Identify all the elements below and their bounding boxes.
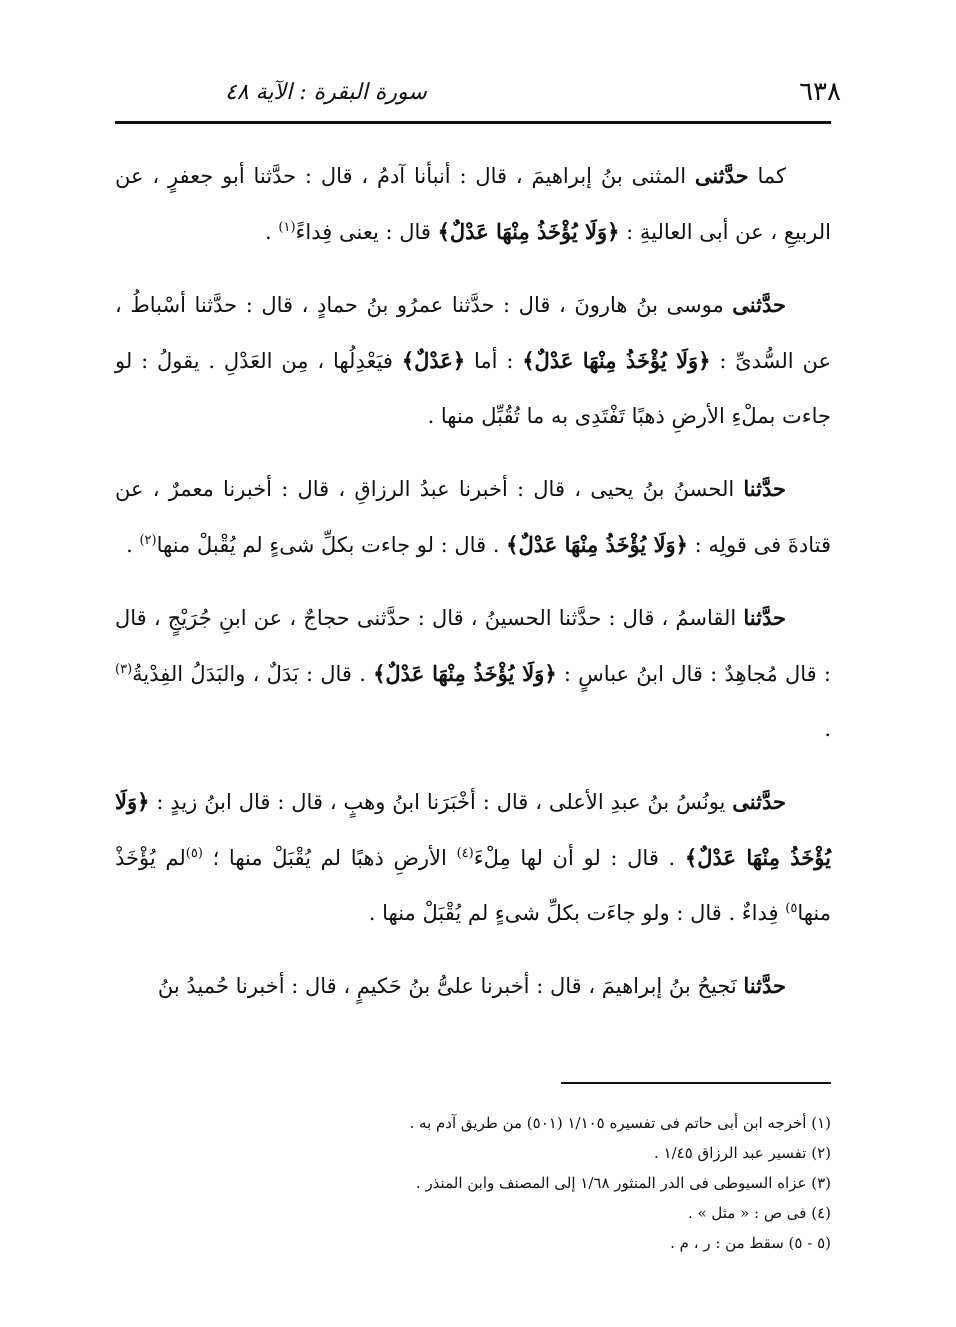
paragraph-end: . xyxy=(824,717,831,741)
paragraph-text: نَجيحُ بنُ إبراهيمَ ، قال : أخبرنا علىُّ بنُ حَكيمٍ ، قال : أخبرنا حُميدُ بنُ xyxy=(157,974,744,998)
narration-word: حدَّثنى xyxy=(732,789,786,814)
narration-word: حدَّثنا xyxy=(743,973,786,998)
footnote-2: (٢) تفسير عبد الرزاق ١/٤٥ . xyxy=(654,1144,831,1162)
paragraph-text: لم يُؤْخَذْ منها xyxy=(115,846,831,925)
page-header xyxy=(115,70,841,114)
narration-word: حدَّثنى xyxy=(694,163,749,188)
footnotes xyxy=(115,1108,831,1258)
header-rule xyxy=(115,121,831,124)
footnote-ref: (٥) xyxy=(185,846,203,861)
paragraph-2 xyxy=(115,277,831,444)
footnote-ref: ٥) xyxy=(785,901,798,916)
footnote-ref: (٣) xyxy=(115,662,133,677)
paragraph-4 xyxy=(115,590,831,757)
paragraph-opener: كما xyxy=(757,164,786,188)
footnote-5: (٥ - ٥) سقط من : ر ، م . xyxy=(670,1234,831,1252)
quran-quote: ﴿وَلَا يُؤْخَذُ مِنْهَا عَدْلٌ﴾ xyxy=(437,219,620,244)
footnote-ref: (١) xyxy=(278,220,296,235)
footnote-rule xyxy=(561,1082,831,1084)
paragraph-text: موسى بنُ هارونَ ، قال : حدَّثنا عمرُو بنُ حمادٍ ، قال : حدَّثنا أسْباطُ ، عن السُّدىِّ : xyxy=(115,293,831,373)
paragraph-text: الحسنُ بنُ يحيى ، قال : أخبرنا عبدُ الرزاقِ ، قال : أخبرنا معمرٌ ، عن قتادةَ فى قولِه : xyxy=(115,477,831,557)
narration-word: حدَّثنا xyxy=(743,605,786,630)
quran-quote: ﴿وَلَا يُؤْخَذُ مِنْهَا عَدْلٌ﴾ xyxy=(115,789,831,870)
paragraph-text: المثنى بنُ إبراهيمَ ، قال : أنبأنا آدمُ ، قال : حدَّثنا أبو جعفرٍ ، عن الربيعِ ، عن أبى العاليةِ : xyxy=(115,164,831,244)
paragraph-text: . قال : لو جاءت بكلِّ شىءٍ لم يُقْبلْ منها xyxy=(156,533,507,557)
quran-quote: ﴿عَدْلٌ﴾ xyxy=(401,348,466,373)
narration-word: حدَّثنا xyxy=(743,476,786,501)
paragraph-end: . xyxy=(126,533,140,557)
paragraph-text: فيَعْدِلُها ، مِن العَدْلِ . يقولُ : لو جاءت بملْءِ الأرضِ ذهبًا تَفْتَدِى به ما تُقُبِّل منها . xyxy=(115,349,831,428)
paragraph-text: قال : يعنى فِداءً xyxy=(295,220,438,244)
footnote-4: (٤) فى ص : « مثل » . xyxy=(687,1204,831,1222)
paragraph-text: : أما xyxy=(465,349,523,373)
page-number: ٦٣٨ xyxy=(799,77,841,107)
footnote-ref: (٢) xyxy=(139,533,157,548)
paragraph-3 xyxy=(115,461,831,573)
paragraph-text: . قال : بَدَلٌ ، والبَدَلُ الفِدْيةُ xyxy=(132,662,374,686)
paragraph-6 xyxy=(115,958,831,1014)
paragraph-text: القاسمُ ، قال : حدَّثنا الحسينُ ، قال : حدَّثنى حجاجٌ ، عن ابنِ جُرَيْجٍ ، قال : قال مُجاهِدٌ : قال ابنُ عباسٍ : xyxy=(115,606,831,686)
paragraph-5 xyxy=(115,774,831,941)
paragraph-text: . قال : لو أن لها مِلْءَ xyxy=(473,846,685,870)
quran-quote: ﴿وَلَا يُؤْخَذُ مِنْهَا عَدْلٌ﴾ xyxy=(522,348,711,373)
main-text xyxy=(115,148,831,1031)
footnote-3: (٣) عزاه السيوطى فى الدر المنثور ١/٦٨ إلى المصنف وابن المنذر . xyxy=(415,1174,831,1192)
footnote-1: (١) أخرجه ابن أبى حاتم فى تفسيره ١/١٠٥ (٥٠١) من طريق آدم به . xyxy=(409,1114,831,1132)
quran-quote: ﴿وَلَا يُؤْخَذُ مِنْهَا عَدْلٌ﴾ xyxy=(506,532,688,557)
paragraph-text: يونُسُ بنُ عبدِ الأعلى ، قال : أخْبَرَنا ابنُ وهبٍ ، قال : قال ابنُ زيدٍ : xyxy=(149,790,733,814)
paragraph-end: . xyxy=(265,220,279,244)
narration-word: حدَّثنى xyxy=(732,292,786,317)
running-title: سورة البقرة : الآية ٤٨ xyxy=(225,79,427,105)
paragraph-1 xyxy=(115,148,831,260)
footnote-ref: (٤) xyxy=(456,846,474,861)
paragraph-text: الأرضِ ذهبًا لم يُقْبَلْ منها ؛ xyxy=(202,846,457,870)
paragraph-text: فِداءٌ . قال : ولو جاءَت بكلِّ شىءٍ لم يُقْبَلْ منها . xyxy=(368,901,786,925)
quran-quote: ﴿وَلَا يُؤْخَذُ مِنْهَا عَدْلٌ﴾ xyxy=(373,661,557,686)
